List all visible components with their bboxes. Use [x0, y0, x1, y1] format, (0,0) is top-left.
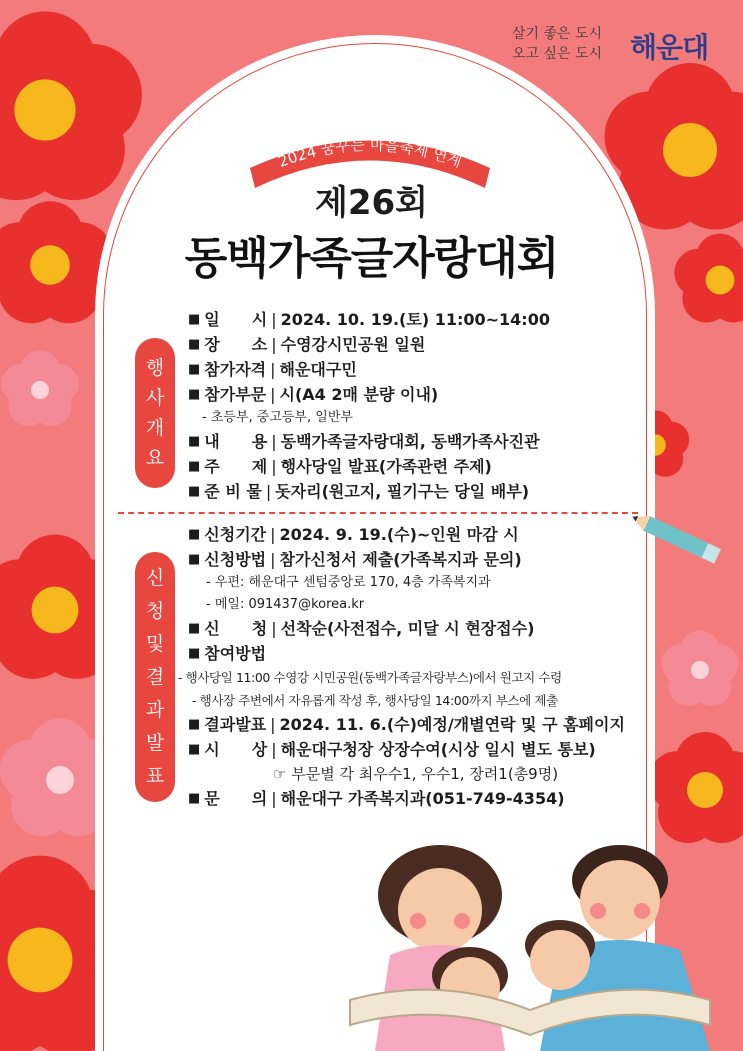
section-divider	[118, 512, 638, 514]
application-row-contact: ■ 문 의 | 해운대구 가족복지과(051-749-4354)	[188, 786, 658, 811]
overview-row-category: ■ 참가부문 | 시(A4 2매 분량 이내)	[188, 382, 658, 407]
application-label-char: 신	[145, 566, 165, 589]
application-label-char: 청	[145, 599, 165, 622]
slogan-line-2: 오고 싶은 도시	[512, 46, 603, 62]
application-list	[178, 522, 658, 811]
application-row-method: ■ 신청방법 | 참가신청서 제출(가족복지과 문의)	[188, 547, 658, 572]
row-value: 2024. 9. 19.(수)~인원 마감 시	[279, 525, 519, 544]
slogan-line-1: 살기 좋은 도시	[512, 26, 603, 42]
participation-step-2: - 행사장 주변에서 자유롭게 작성 후, 행사당일 14:00까지 부스에 제출	[192, 693, 558, 708]
row-value: 참가신청서 제출(가족복지과 문의)	[279, 550, 522, 569]
row-value: 수영강시민공원 일원	[280, 335, 426, 354]
application-label-char: 과	[145, 698, 165, 721]
application-label-char: 결	[145, 665, 165, 688]
overview-label-char: 사	[145, 387, 165, 409]
row-label: 참가부문	[204, 385, 267, 404]
row-label: 신 청	[204, 619, 268, 638]
main-title: 동백가족글자랑대회	[184, 233, 559, 284]
application-label-char: 및	[145, 632, 165, 655]
row-value: 돗자리(원고지, 필기구는 당일 배부)	[275, 482, 530, 501]
overview-label-char: 요	[145, 447, 165, 469]
pencil-illustration	[625, 505, 735, 575]
application-row-award: ■ 시 상 | 해운대구청장 상장수여(시상 일시 별도 통보)	[188, 737, 658, 762]
overview-side-label	[135, 338, 175, 488]
edition-title: 제26회	[314, 183, 428, 223]
row-label: 신청방법	[204, 550, 267, 569]
row-label: 주 제	[204, 457, 268, 476]
method-post: - 우편: 해운대구 센텀중앙로 170, 4층 가족복지과	[206, 575, 491, 590]
row-label: 참여방법	[204, 644, 267, 663]
row-label: 내 용	[204, 432, 268, 451]
row-label: 결과발표	[204, 715, 267, 734]
row-value: 동백가족글자랑대회, 동백가족사진관	[280, 432, 540, 451]
row-value: 해운대구 가족복지과(051-749-4354)	[280, 789, 565, 808]
row-label: 장 소	[204, 335, 268, 354]
row-label: 문 의	[204, 789, 268, 808]
overview-label-char: 행	[145, 357, 165, 379]
row-label: 참가자격	[204, 360, 267, 379]
overview-label-char: 개	[145, 417, 165, 439]
application-row-period: ■ 신청기간 | 2024. 9. 19.(수)~인원 마감 시	[188, 522, 658, 547]
brand-slogan	[512, 24, 602, 64]
overview-row-supplies: ■ 준 비 물 | 돗자리(원고지, 필기구는 당일 배부)	[188, 479, 658, 504]
method-email: - 메일: 091437@korea.kr	[206, 597, 365, 612]
overview-row-place: ■ 장 소 | 수영강시민공원 일원	[188, 332, 658, 357]
ribbon-text-path: 2024 꿈꾸는 마을축제 연계	[275, 135, 465, 171]
row-value: 2024. 11. 6.(수)예정/개별연락 및 구 홈페이지	[279, 715, 625, 734]
row-label: 시 상	[204, 740, 268, 759]
application-row-participation: ■ 참여방법	[188, 641, 658, 666]
brand-header	[512, 24, 732, 70]
application-row-apply: ■ 신 청 | 선착순(사전접수, 미달 시 현장접수)	[188, 616, 658, 641]
row-value: 해운대구청장 상장수여(시상 일시 별도 통보)	[280, 740, 596, 759]
overview-row-date: ■ 일 시 | 2024. 10. 19.(토) 11:00~14:00	[188, 307, 658, 332]
overview-row-theme: ■ 주 제 | 행사당일 발표(가족관련 주제)	[188, 454, 658, 479]
row-value: 선착순(사전접수, 미달 시 현장접수)	[280, 619, 535, 638]
haeundae-logo: 해운대	[630, 31, 709, 64]
row-value: 행사당일 발표(가족관련 주제)	[280, 457, 492, 476]
division-note: - 초등부, 중고등부, 일반부	[202, 410, 353, 425]
row-label: 일 시	[204, 310, 268, 329]
row-label: 신청기간	[204, 525, 267, 544]
overview-list	[188, 307, 658, 504]
family-reading-illustration	[330, 825, 743, 1051]
row-label: 준 비 물	[204, 482, 262, 501]
application-label-char: 발	[145, 731, 165, 754]
row-value: 시(A4 2매 분량 이내)	[279, 385, 439, 404]
row-value: 2024. 10. 19.(토) 11:00~14:00	[280, 310, 550, 329]
row-value: 해운대구민	[279, 360, 357, 379]
overview-row-content: ■ 내 용 | 동백가족글자랑대회, 동백가족사진관	[188, 429, 658, 454]
overview-row-eligibility: ■ 참가자격 | 해운대구민	[188, 357, 658, 382]
application-side-label	[135, 552, 175, 802]
award-note: ☞ 부문별 각 최우수1, 우수1, 장려1(총9명)	[273, 765, 559, 783]
participation-step-1: - 행사당일 11:00 수영강 시민공원(동백가족글자랑부스)에서 원고지 수령	[178, 670, 562, 685]
application-row-result: ■ 결과발표 | 2024. 11. 6.(수)예정/개별연락 및 구 홈페이지	[188, 712, 658, 737]
application-label-char: 표	[145, 764, 165, 787]
